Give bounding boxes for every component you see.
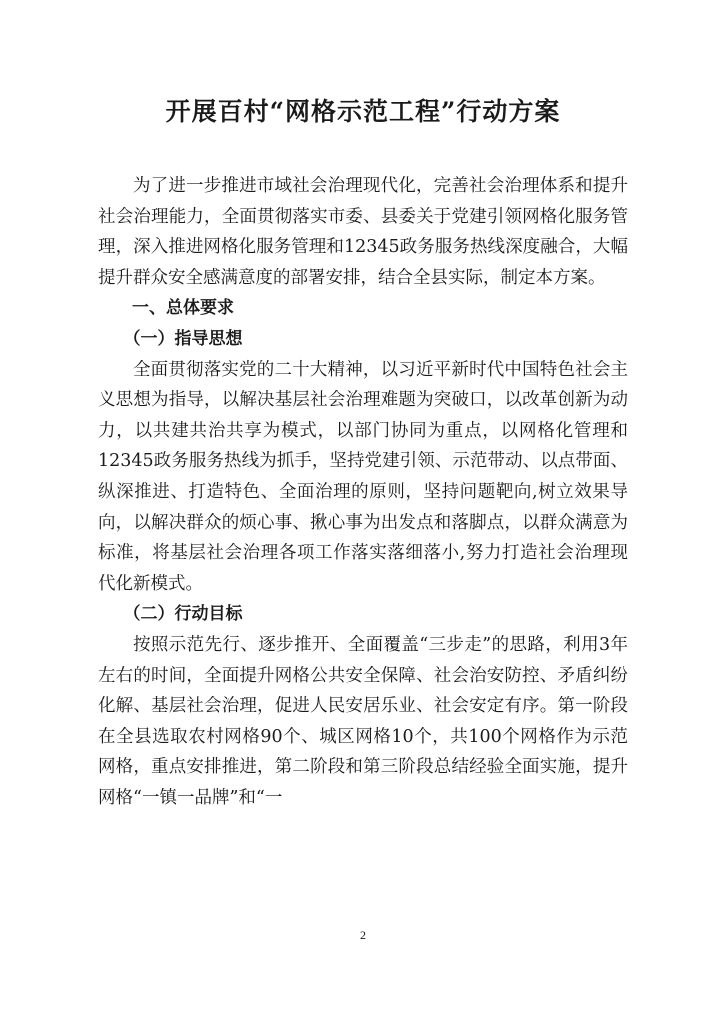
intro-paragraph: 为了进一步推进市域社会治理现代化，完善社会治理体系和提升社会治理能力，全面贯彻落实市委、县委关于党建引领网格化服务管理，深入推进网格化服务管理和12345政务服务热线深度融合，大幅提升群众安全感满意度的部署安排，结合全县实际，制定本方案。 [98, 176, 628, 288]
subsection-heading-action-goals: （二）行动目标 [123, 604, 243, 625]
document-page [98, 0, 628, 1024]
action-goals-paragraph: 按照示范先行、逐步推开、全面覆盖“三步走”的思路，利用3年左右的时间，全面提升网格公共安全保障、社会治安防控、矛盾纠纷化解、基层社会治理，促进人民安居乐业、社会安定有序。第一阶段在全县选取农村网格90个、城区网格10个，共100个网格作为示范网格，重点安排推进，第二阶段和第三阶段总结经验全面实施，提升网格“一镇一品牌”和“一 [98, 634, 628, 808]
document-body [98, 171, 628, 813]
section-heading-overall-requirements: 一、总体要求 [132, 298, 234, 319]
subsection-heading-guiding-ideology: （一）指导思想 [123, 328, 243, 349]
document-title: 开展百村“网格示范工程”行动方案 [165, 97, 561, 126]
page-number: 2 [360, 928, 366, 942]
guiding-ideology-paragraph: 全面贯彻落实党的二十大精神，以习近平新时代中国特色社会主义思想为指导，以解决基层社会治理难题为突破口，以改革创新为动力，以共建共治共享为模式，以部门协同为重点，以网格化管理和12345政务服务热线为抓手，坚持党建引领、示范带动、以点带面、纵深推进、打造特色、全面治理的原则，坚持问题靶向,树立效果导向，以解决群众的烦心事、揪心事为出发点和落脚点，以群众满意为标准，将基层社会治理各项工作落实落细落小,努力打造社会治理现代化新模式。 [98, 359, 628, 594]
